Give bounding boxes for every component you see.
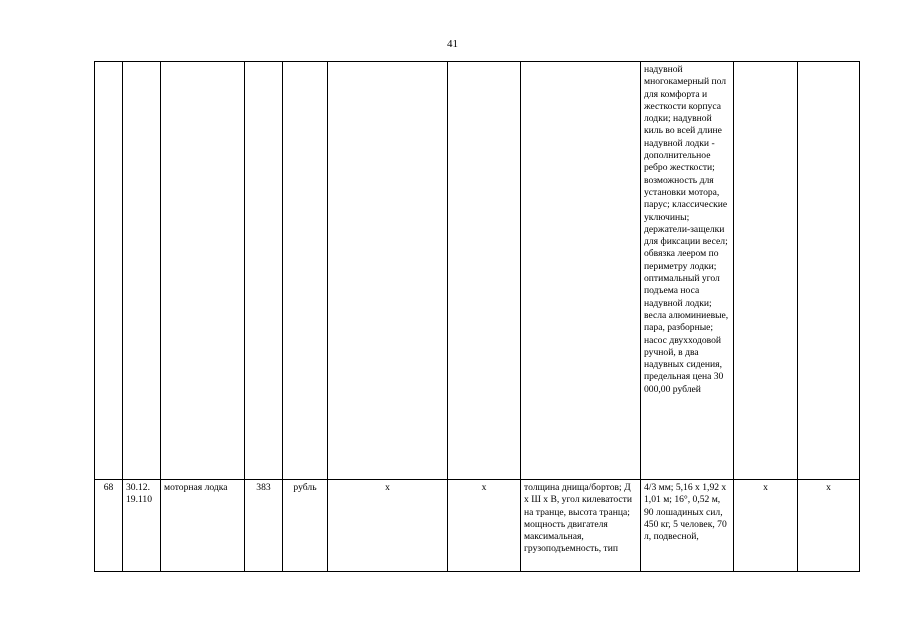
page-number: 41 (447, 38, 458, 50)
cell-characteristic-name: толщина днища/бортов; Д x Ш x В, угол килеватости на транце, высота транца; мощность двигателя максимальная, грузоподъемность, тип (521, 480, 641, 572)
cell-unit-code (245, 62, 283, 480)
cell-col6 (328, 62, 448, 480)
cell-number (95, 62, 123, 480)
cell-unit-name: рубль (283, 480, 328, 572)
cell-col7: x (448, 480, 521, 572)
cell-col7 (448, 62, 521, 480)
cell-characteristic-value: 4/3 мм; 5,16 x 1,92 x 1,01 м; 16°, 0,52 м, 90 лошадиных сил, 450 кг, 5 человек, 70 л, подвесной, (641, 480, 734, 572)
cell-unit-name (283, 62, 328, 480)
table-row-68 (95, 480, 860, 572)
cell-code (123, 62, 161, 480)
cell-characteristic-value: надувной многокамерный пол для комфорта и жесткости корпуса лодки; надувной киль во всей длине надувной лодки - дополнительное ребро жесткости; возможность для установки мотора, парус; классические уключины; держатели-защелки для фиксации весел; обвязка леером по периметру лодки; оптимальный угол подъема носа надувной лодки; весла алюминиевые, пара, разборные; насос двухходовой ручной, в два надувных сидения, предельная цена 30 000,00 рублей (641, 62, 734, 480)
cell-col11: x (798, 480, 860, 572)
cell-name (161, 62, 245, 480)
cell-code: 30.12. 19.110 (123, 480, 161, 572)
cell-name: моторная лодка (161, 480, 245, 572)
cell-number: 68 (95, 480, 123, 572)
table-row-continuation (95, 62, 860, 480)
cell-col11 (798, 62, 860, 480)
cell-characteristic-name (521, 62, 641, 480)
specification-table (94, 61, 860, 572)
cell-col10 (734, 62, 798, 480)
cell-col6: x (328, 480, 448, 572)
cell-col10: x (734, 480, 798, 572)
cell-unit-code: 383 (245, 480, 283, 572)
